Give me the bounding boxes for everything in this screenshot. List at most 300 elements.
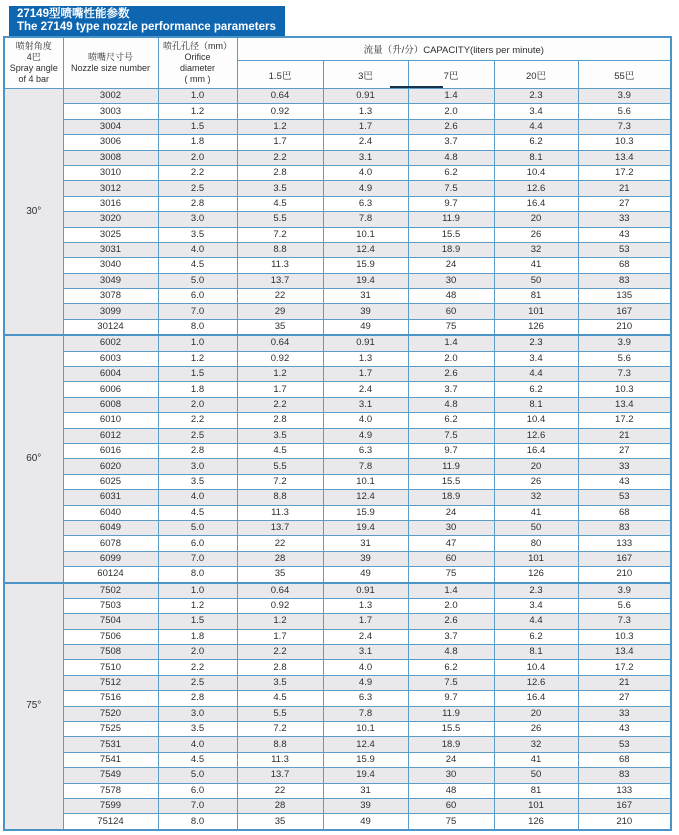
orifice-diameter-cell: 1.0 bbox=[158, 583, 237, 599]
capacity-cell-1-5bar: 28 bbox=[237, 798, 323, 813]
table-row bbox=[4, 798, 671, 813]
nozzle-size-cell: 3012 bbox=[63, 181, 158, 196]
capacity-cell-55bar: 53 bbox=[578, 737, 671, 752]
orifice-diameter-cell: 2.8 bbox=[158, 443, 237, 458]
capacity-cell-1-5bar: 2.2 bbox=[237, 150, 323, 165]
capacity-cell-3bar: 6.3 bbox=[323, 196, 408, 211]
table-row bbox=[4, 783, 671, 798]
capacity-cell-55bar: 33 bbox=[578, 212, 671, 227]
capacity-cell-1-5bar: 1.7 bbox=[237, 382, 323, 397]
nozzle-size-cell: 7503 bbox=[63, 598, 158, 613]
capacity-cell-1-5bar: 2.8 bbox=[237, 413, 323, 428]
nozzle-size-cell: 6006 bbox=[63, 382, 158, 397]
capacity-cell-1-5bar: 0.92 bbox=[237, 104, 323, 119]
capacity-cell-55bar: 210 bbox=[578, 814, 671, 830]
orifice-diameter-cell: 3.0 bbox=[158, 459, 237, 474]
table-row bbox=[4, 814, 671, 830]
capacity-cell-7bar: 4.8 bbox=[408, 397, 494, 412]
table-row bbox=[4, 382, 671, 397]
orifice-diameter-cell: 3.0 bbox=[158, 706, 237, 721]
capacity-cell-7bar: 24 bbox=[408, 505, 494, 520]
table-row bbox=[4, 367, 671, 382]
capacity-cell-20bar: 3.4 bbox=[494, 104, 578, 119]
capacity-cell-20bar: 6.2 bbox=[494, 382, 578, 397]
capacity-cell-1-5bar: 8.8 bbox=[237, 490, 323, 505]
nozzle-size-cell: 6003 bbox=[63, 351, 158, 366]
capacity-cell-3bar: 49 bbox=[323, 567, 408, 583]
capacity-cell-20bar: 20 bbox=[494, 212, 578, 227]
capacity-cell-55bar: 83 bbox=[578, 768, 671, 783]
capacity-cell-55bar: 5.6 bbox=[578, 351, 671, 366]
orifice-header-zh: 喷孔孔径（mm） bbox=[163, 41, 232, 51]
capacity-cell-7bar: 11.9 bbox=[408, 459, 494, 474]
orifice-diameter-cell: 8.0 bbox=[158, 814, 237, 830]
capacity-cell-1-5bar: 11.3 bbox=[237, 258, 323, 273]
capacity-cell-20bar: 20 bbox=[494, 459, 578, 474]
table-row bbox=[4, 304, 671, 319]
table-row bbox=[4, 104, 671, 119]
capacity-cell-7bar: 30 bbox=[408, 273, 494, 288]
capacity-cell-7bar: 7.5 bbox=[408, 181, 494, 196]
capacity-cell-7bar: 30 bbox=[408, 520, 494, 535]
capacity-cell-7bar: 3.7 bbox=[408, 135, 494, 150]
capacity-cell-3bar: 19.4 bbox=[323, 768, 408, 783]
capacity-cell-55bar: 68 bbox=[578, 258, 671, 273]
orifice-diameter-header bbox=[158, 37, 237, 89]
capacity-cell-7bar: 1.4 bbox=[408, 335, 494, 351]
capacity-cell-55bar: 210 bbox=[578, 319, 671, 335]
nozzle-size-cell: 6008 bbox=[63, 397, 158, 412]
capacity-cell-20bar: 6.2 bbox=[494, 135, 578, 150]
table-row bbox=[4, 428, 671, 443]
capacity-cell-1-5bar: 0.92 bbox=[237, 351, 323, 366]
capacity-cell-1-5bar: 1.2 bbox=[237, 119, 323, 134]
capacity-cell-20bar: 41 bbox=[494, 505, 578, 520]
nozzle-size-cell: 3008 bbox=[63, 150, 158, 165]
orifice-diameter-cell: 1.0 bbox=[158, 89, 237, 104]
nozzle-size-cell: 7525 bbox=[63, 722, 158, 737]
capacity-cell-3bar: 7.8 bbox=[323, 212, 408, 227]
nozzle-size-cell: 7506 bbox=[63, 629, 158, 644]
orifice-diameter-cell: 1.2 bbox=[158, 351, 237, 366]
orifice-diameter-cell: 6.0 bbox=[158, 289, 237, 304]
nozzle-size-cell: 6025 bbox=[63, 474, 158, 489]
capacity-cell-3bar: 2.4 bbox=[323, 382, 408, 397]
table-row bbox=[4, 89, 671, 104]
capacity-cell-3bar: 3.1 bbox=[323, 150, 408, 165]
capacity-cell-20bar: 10.4 bbox=[494, 413, 578, 428]
capacity-cell-55bar: 43 bbox=[578, 227, 671, 242]
capacity-cell-55bar: 7.3 bbox=[578, 614, 671, 629]
capacity-cell-7bar: 1.4 bbox=[408, 89, 494, 104]
capacity-cell-7bar: 60 bbox=[408, 798, 494, 813]
nozzle-size-cell: 6040 bbox=[63, 505, 158, 520]
capacity-cell-3bar: 15.9 bbox=[323, 258, 408, 273]
capacity-cell-1-5bar: 22 bbox=[237, 536, 323, 551]
capacity-cell-20bar: 3.4 bbox=[494, 351, 578, 366]
capacity-cell-55bar: 3.9 bbox=[578, 335, 671, 351]
capacity-cell-1-5bar: 22 bbox=[237, 289, 323, 304]
table-row bbox=[4, 551, 671, 566]
capacity-cell-3bar: 31 bbox=[323, 289, 408, 304]
nozzle-size-cell: 6078 bbox=[63, 536, 158, 551]
capacity-cell-1-5bar: 1.7 bbox=[237, 629, 323, 644]
nozzle-size-cell: 7578 bbox=[63, 783, 158, 798]
spray-angle-header-zh: 喷射角度 bbox=[15, 41, 52, 51]
nozzle-size-cell: 60124 bbox=[63, 567, 158, 583]
capacity-cell-1-5bar: 7.2 bbox=[237, 227, 323, 242]
capacity-cell-3bar: 1.7 bbox=[323, 119, 408, 134]
capacity-cell-55bar: 33 bbox=[578, 459, 671, 474]
capacity-cell-55bar: 135 bbox=[578, 289, 671, 304]
orifice-diameter-cell: 8.0 bbox=[158, 319, 237, 335]
capacity-cell-20bar: 81 bbox=[494, 783, 578, 798]
table-body bbox=[4, 89, 671, 830]
capacity-cell-20bar: 2.3 bbox=[494, 89, 578, 104]
capacity-cell-20bar: 10.4 bbox=[494, 660, 578, 675]
capacity-cell-3bar: 6.3 bbox=[323, 443, 408, 458]
capacity-cell-3bar: 4.9 bbox=[323, 675, 408, 690]
capacity-cell-7bar: 2.0 bbox=[408, 598, 494, 613]
capacity-cell-20bar: 8.1 bbox=[494, 645, 578, 660]
capacity-cell-1-5bar: 7.2 bbox=[237, 722, 323, 737]
orifice-diameter-cell: 1.8 bbox=[158, 382, 237, 397]
capacity-cell-3bar: 12.4 bbox=[323, 490, 408, 505]
capacity-cell-7bar: 48 bbox=[408, 783, 494, 798]
nozzle-size-cell: 7599 bbox=[63, 798, 158, 813]
capacity-cell-55bar: 3.9 bbox=[578, 89, 671, 104]
table-row bbox=[4, 459, 671, 474]
capacity-cell-7bar: 4.8 bbox=[408, 645, 494, 660]
capacity-cell-55bar: 83 bbox=[578, 273, 671, 288]
orifice-header-en3: ( mm ) bbox=[184, 74, 211, 84]
orifice-diameter-cell: 5.0 bbox=[158, 768, 237, 783]
capacity-cell-20bar: 4.4 bbox=[494, 367, 578, 382]
capacity-cell-3bar: 4.0 bbox=[323, 165, 408, 180]
capacity-cell-20bar: 8.1 bbox=[494, 397, 578, 412]
orifice-diameter-cell: 2.8 bbox=[158, 691, 237, 706]
capacity-cell-55bar: 7.3 bbox=[578, 119, 671, 134]
capacity-cell-20bar: 8.1 bbox=[494, 150, 578, 165]
orifice-diameter-cell: 1.8 bbox=[158, 135, 237, 150]
table-row bbox=[4, 490, 671, 505]
orifice-diameter-cell: 5.0 bbox=[158, 520, 237, 535]
capacity-cell-1-5bar: 35 bbox=[237, 814, 323, 830]
table-row bbox=[4, 165, 671, 180]
capacity-cell-1-5bar: 0.92 bbox=[237, 598, 323, 613]
orifice-diameter-cell: 2.5 bbox=[158, 181, 237, 196]
capacity-cell-3bar: 1.7 bbox=[323, 614, 408, 629]
capacity-cell-3bar: 4.9 bbox=[323, 181, 408, 196]
nozzle-size-cell: 7512 bbox=[63, 675, 158, 690]
capacity-cell-7bar: 3.7 bbox=[408, 382, 494, 397]
capacity-cell-7bar: 2.0 bbox=[408, 351, 494, 366]
table-row bbox=[4, 614, 671, 629]
nozzle-size-cell: 7520 bbox=[63, 706, 158, 721]
spray-angle-cell: 75° bbox=[4, 583, 63, 830]
table-row bbox=[4, 181, 671, 196]
capacity-cell-7bar: 60 bbox=[408, 551, 494, 566]
capacity-cell-3bar: 1.3 bbox=[323, 351, 408, 366]
capacity-cell-7bar: 7.5 bbox=[408, 675, 494, 690]
capacity-cell-20bar: 20 bbox=[494, 706, 578, 721]
capacity-cell-7bar: 47 bbox=[408, 536, 494, 551]
capacity-cell-55bar: 27 bbox=[578, 691, 671, 706]
pressure-header-3bar: 3巴 bbox=[323, 61, 408, 89]
capacity-cell-3bar: 1.3 bbox=[323, 598, 408, 613]
nozzle-size-cell: 7502 bbox=[63, 583, 158, 599]
nozzle-size-cell: 6016 bbox=[63, 443, 158, 458]
pressure-header-1-5bar: 1.5巴 bbox=[237, 61, 323, 89]
capacity-cell-3bar: 3.1 bbox=[323, 645, 408, 660]
nozzle-size-cell: 7531 bbox=[63, 737, 158, 752]
capacity-cell-20bar: 41 bbox=[494, 752, 578, 767]
table-row bbox=[4, 196, 671, 211]
capacity-cell-3bar: 4.0 bbox=[323, 660, 408, 675]
capacity-cell-7bar: 9.7 bbox=[408, 443, 494, 458]
orifice-diameter-cell: 7.0 bbox=[158, 304, 237, 319]
capacity-cell-20bar: 4.4 bbox=[494, 119, 578, 134]
capacity-cell-7bar: 30 bbox=[408, 768, 494, 783]
capacity-cell-1-5bar: 5.5 bbox=[237, 212, 323, 227]
capacity-cell-7bar: 7.5 bbox=[408, 428, 494, 443]
capacity-cell-3bar: 6.3 bbox=[323, 691, 408, 706]
table-row bbox=[4, 351, 671, 366]
capacity-cell-55bar: 13.4 bbox=[578, 150, 671, 165]
capacity-cell-1-5bar: 0.64 bbox=[237, 583, 323, 599]
orifice-diameter-cell: 5.0 bbox=[158, 273, 237, 288]
orifice-diameter-cell: 4.5 bbox=[158, 505, 237, 520]
capacity-cell-20bar: 32 bbox=[494, 242, 578, 257]
capacity-cell-1-5bar: 11.3 bbox=[237, 752, 323, 767]
capacity-cell-20bar: 81 bbox=[494, 289, 578, 304]
orifice-diameter-cell: 7.0 bbox=[158, 551, 237, 566]
capacity-cell-55bar: 68 bbox=[578, 505, 671, 520]
nozzle-size-cell: 3016 bbox=[63, 196, 158, 211]
orifice-diameter-cell: 2.2 bbox=[158, 413, 237, 428]
capacity-cell-55bar: 53 bbox=[578, 242, 671, 257]
capacity-cell-7bar: 9.7 bbox=[408, 196, 494, 211]
capacity-cell-1-5bar: 13.7 bbox=[237, 273, 323, 288]
table-row bbox=[4, 752, 671, 767]
capacity-cell-7bar: 18.9 bbox=[408, 242, 494, 257]
pressure-header-20bar: 20巴 bbox=[494, 61, 578, 89]
orifice-diameter-cell: 7.0 bbox=[158, 798, 237, 813]
capacity-cell-20bar: 6.2 bbox=[494, 629, 578, 644]
capacity-cell-1-5bar: 0.64 bbox=[237, 335, 323, 351]
header-border-artifact bbox=[390, 86, 443, 88]
orifice-diameter-cell: 1.5 bbox=[158, 119, 237, 134]
capacity-cell-1-5bar: 28 bbox=[237, 551, 323, 566]
capacity-cell-3bar: 15.9 bbox=[323, 752, 408, 767]
capacity-cell-3bar: 2.4 bbox=[323, 629, 408, 644]
capacity-cell-1-5bar: 8.8 bbox=[237, 242, 323, 257]
capacity-cell-3bar: 19.4 bbox=[323, 273, 408, 288]
orifice-diameter-cell: 4.5 bbox=[158, 752, 237, 767]
capacity-cell-3bar: 1.7 bbox=[323, 367, 408, 382]
table-row bbox=[4, 258, 671, 273]
capacity-cell-7bar: 2.6 bbox=[408, 367, 494, 382]
capacity-cell-55bar: 10.3 bbox=[578, 135, 671, 150]
capacity-cell-7bar: 6.2 bbox=[408, 165, 494, 180]
nozzle-size-cell: 3078 bbox=[63, 289, 158, 304]
capacity-cell-3bar: 4.0 bbox=[323, 413, 408, 428]
capacity-cell-20bar: 101 bbox=[494, 551, 578, 566]
table-row bbox=[4, 660, 671, 675]
spray-angle-cell: 60° bbox=[4, 335, 63, 582]
capacity-cell-7bar: 15.5 bbox=[408, 722, 494, 737]
orifice-diameter-cell: 3.0 bbox=[158, 212, 237, 227]
capacity-cell-7bar: 9.7 bbox=[408, 691, 494, 706]
capacity-cell-20bar: 32 bbox=[494, 490, 578, 505]
capacity-cell-55bar: 133 bbox=[578, 783, 671, 798]
orifice-diameter-cell: 2.5 bbox=[158, 675, 237, 690]
capacity-cell-55bar: 167 bbox=[578, 551, 671, 566]
nozzle-size-cell: 3025 bbox=[63, 227, 158, 242]
capacity-cell-55bar: 10.3 bbox=[578, 382, 671, 397]
nozzle-size-cell: 3003 bbox=[63, 104, 158, 119]
capacity-cell-1-5bar: 0.64 bbox=[237, 89, 323, 104]
spray-angle-header-en2: of 4 bar bbox=[18, 74, 50, 84]
capacity-cell-1-5bar: 29 bbox=[237, 304, 323, 319]
orifice-diameter-cell: 6.0 bbox=[158, 536, 237, 551]
orifice-diameter-cell: 2.0 bbox=[158, 645, 237, 660]
orifice-diameter-cell: 6.0 bbox=[158, 783, 237, 798]
capacity-cell-20bar: 12.6 bbox=[494, 428, 578, 443]
capacity-cell-7bar: 75 bbox=[408, 319, 494, 335]
capacity-cell-20bar: 16.4 bbox=[494, 196, 578, 211]
orifice-diameter-cell: 1.5 bbox=[158, 614, 237, 629]
capacity-cell-7bar: 75 bbox=[408, 814, 494, 830]
nozzle-performance-table bbox=[3, 36, 672, 831]
table-row bbox=[4, 567, 671, 583]
nozzle-size-header-zh: 喷嘴尺寸号 bbox=[87, 52, 133, 62]
capacity-cell-3bar: 7.8 bbox=[323, 459, 408, 474]
nozzle-size-cell: 3010 bbox=[63, 165, 158, 180]
capacity-cell-1-5bar: 4.5 bbox=[237, 443, 323, 458]
table-row bbox=[4, 583, 671, 599]
capacity-cell-1-5bar: 3.5 bbox=[237, 181, 323, 196]
capacity-cell-20bar: 26 bbox=[494, 474, 578, 489]
capacity-cell-7bar: 3.7 bbox=[408, 629, 494, 644]
capacity-cell-3bar: 19.4 bbox=[323, 520, 408, 535]
nozzle-size-cell: 7516 bbox=[63, 691, 158, 706]
capacity-cell-3bar: 15.9 bbox=[323, 505, 408, 520]
capacity-cell-20bar: 26 bbox=[494, 227, 578, 242]
capacity-cell-1-5bar: 3.5 bbox=[237, 428, 323, 443]
nozzle-size-cell: 6004 bbox=[63, 367, 158, 382]
orifice-diameter-cell: 4.0 bbox=[158, 737, 237, 752]
table-row bbox=[4, 737, 671, 752]
table-row bbox=[4, 289, 671, 304]
capacity-cell-1-5bar: 1.7 bbox=[237, 135, 323, 150]
orifice-diameter-cell: 3.5 bbox=[158, 474, 237, 489]
table-row bbox=[4, 150, 671, 165]
capacity-cell-1-5bar: 11.3 bbox=[237, 505, 323, 520]
capacity-cell-1-5bar: 7.2 bbox=[237, 474, 323, 489]
table-row bbox=[4, 335, 671, 351]
capacity-cell-20bar: 10.4 bbox=[494, 165, 578, 180]
nozzle-size-cell: 6012 bbox=[63, 428, 158, 443]
capacity-cell-7bar: 24 bbox=[408, 258, 494, 273]
capacity-cell-7bar: 2.0 bbox=[408, 104, 494, 119]
capacity-cell-3bar: 0.91 bbox=[323, 583, 408, 599]
pressure-header-7bar: 7巴 bbox=[408, 61, 494, 89]
orifice-diameter-cell: 4.0 bbox=[158, 242, 237, 257]
table-row bbox=[4, 706, 671, 721]
orifice-diameter-cell: 1.0 bbox=[158, 335, 237, 351]
banner-title-en: The 27149 type nozzle performance parameters bbox=[17, 20, 276, 33]
capacity-cell-3bar: 49 bbox=[323, 814, 408, 830]
capacity-cell-3bar: 10.1 bbox=[323, 722, 408, 737]
capacity-cell-55bar: 27 bbox=[578, 196, 671, 211]
nozzle-size-cell: 7549 bbox=[63, 768, 158, 783]
nozzle-size-cell: 75124 bbox=[63, 814, 158, 830]
capacity-cell-55bar: 17.2 bbox=[578, 165, 671, 180]
table-row bbox=[4, 474, 671, 489]
capacity-cell-20bar: 3.4 bbox=[494, 598, 578, 613]
capacity-cell-55bar: 13.4 bbox=[578, 397, 671, 412]
capacity-cell-55bar: 21 bbox=[578, 181, 671, 196]
capacity-cell-3bar: 39 bbox=[323, 304, 408, 319]
capacity-cell-20bar: 12.6 bbox=[494, 181, 578, 196]
capacity-cell-1-5bar: 8.8 bbox=[237, 737, 323, 752]
orifice-diameter-cell: 3.5 bbox=[158, 227, 237, 242]
capacity-cell-20bar: 2.3 bbox=[494, 335, 578, 351]
capacity-cell-55bar: 33 bbox=[578, 706, 671, 721]
orifice-diameter-cell: 1.5 bbox=[158, 367, 237, 382]
table-row bbox=[4, 319, 671, 335]
nozzle-size-header-en: Nozzle size number bbox=[70, 63, 151, 73]
banner-title-zh: 27149型喷嘴性能参数 bbox=[17, 8, 130, 20]
nozzle-size-cell: 3004 bbox=[63, 119, 158, 134]
capacity-cell-1-5bar: 22 bbox=[237, 783, 323, 798]
nozzle-size-cell: 3020 bbox=[63, 212, 158, 227]
capacity-cell-55bar: 10.3 bbox=[578, 629, 671, 644]
orifice-diameter-cell: 2.0 bbox=[158, 397, 237, 412]
table-row bbox=[4, 629, 671, 644]
capacity-cell-1-5bar: 4.5 bbox=[237, 196, 323, 211]
orifice-diameter-cell: 4.0 bbox=[158, 490, 237, 505]
capacity-cell-20bar: 12.6 bbox=[494, 675, 578, 690]
orifice-header-en1: Orifice bbox=[184, 52, 211, 62]
capacity-cell-7bar: 11.9 bbox=[408, 212, 494, 227]
capacity-cell-55bar: 133 bbox=[578, 536, 671, 551]
orifice-header-en2: diameter bbox=[179, 63, 215, 73]
capacity-cell-7bar: 48 bbox=[408, 289, 494, 304]
capacity-cell-1-5bar: 13.7 bbox=[237, 768, 323, 783]
capacity-cell-20bar: 16.4 bbox=[494, 443, 578, 458]
capacity-cell-20bar: 126 bbox=[494, 814, 578, 830]
nozzle-size-cell: 6010 bbox=[63, 413, 158, 428]
capacity-cell-7bar: 6.2 bbox=[408, 413, 494, 428]
capacity-cell-55bar: 21 bbox=[578, 428, 671, 443]
capacity-cell-20bar: 41 bbox=[494, 258, 578, 273]
capacity-cell-55bar: 83 bbox=[578, 520, 671, 535]
capacity-cell-20bar: 50 bbox=[494, 768, 578, 783]
capacity-cell-7bar: 1.4 bbox=[408, 583, 494, 599]
spray-angle-header-bar: 4巴 bbox=[26, 52, 41, 62]
orifice-diameter-cell: 1.2 bbox=[158, 598, 237, 613]
spray-angle-cell: 30° bbox=[4, 89, 63, 336]
pressure-header-55bar: 55巴 bbox=[578, 61, 671, 89]
capacity-cell-55bar: 5.6 bbox=[578, 104, 671, 119]
capacity-cell-7bar: 15.5 bbox=[408, 474, 494, 489]
capacity-cell-20bar: 126 bbox=[494, 567, 578, 583]
orifice-diameter-cell: 3.5 bbox=[158, 722, 237, 737]
capacity-cell-3bar: 39 bbox=[323, 551, 408, 566]
capacity-cell-3bar: 2.4 bbox=[323, 135, 408, 150]
